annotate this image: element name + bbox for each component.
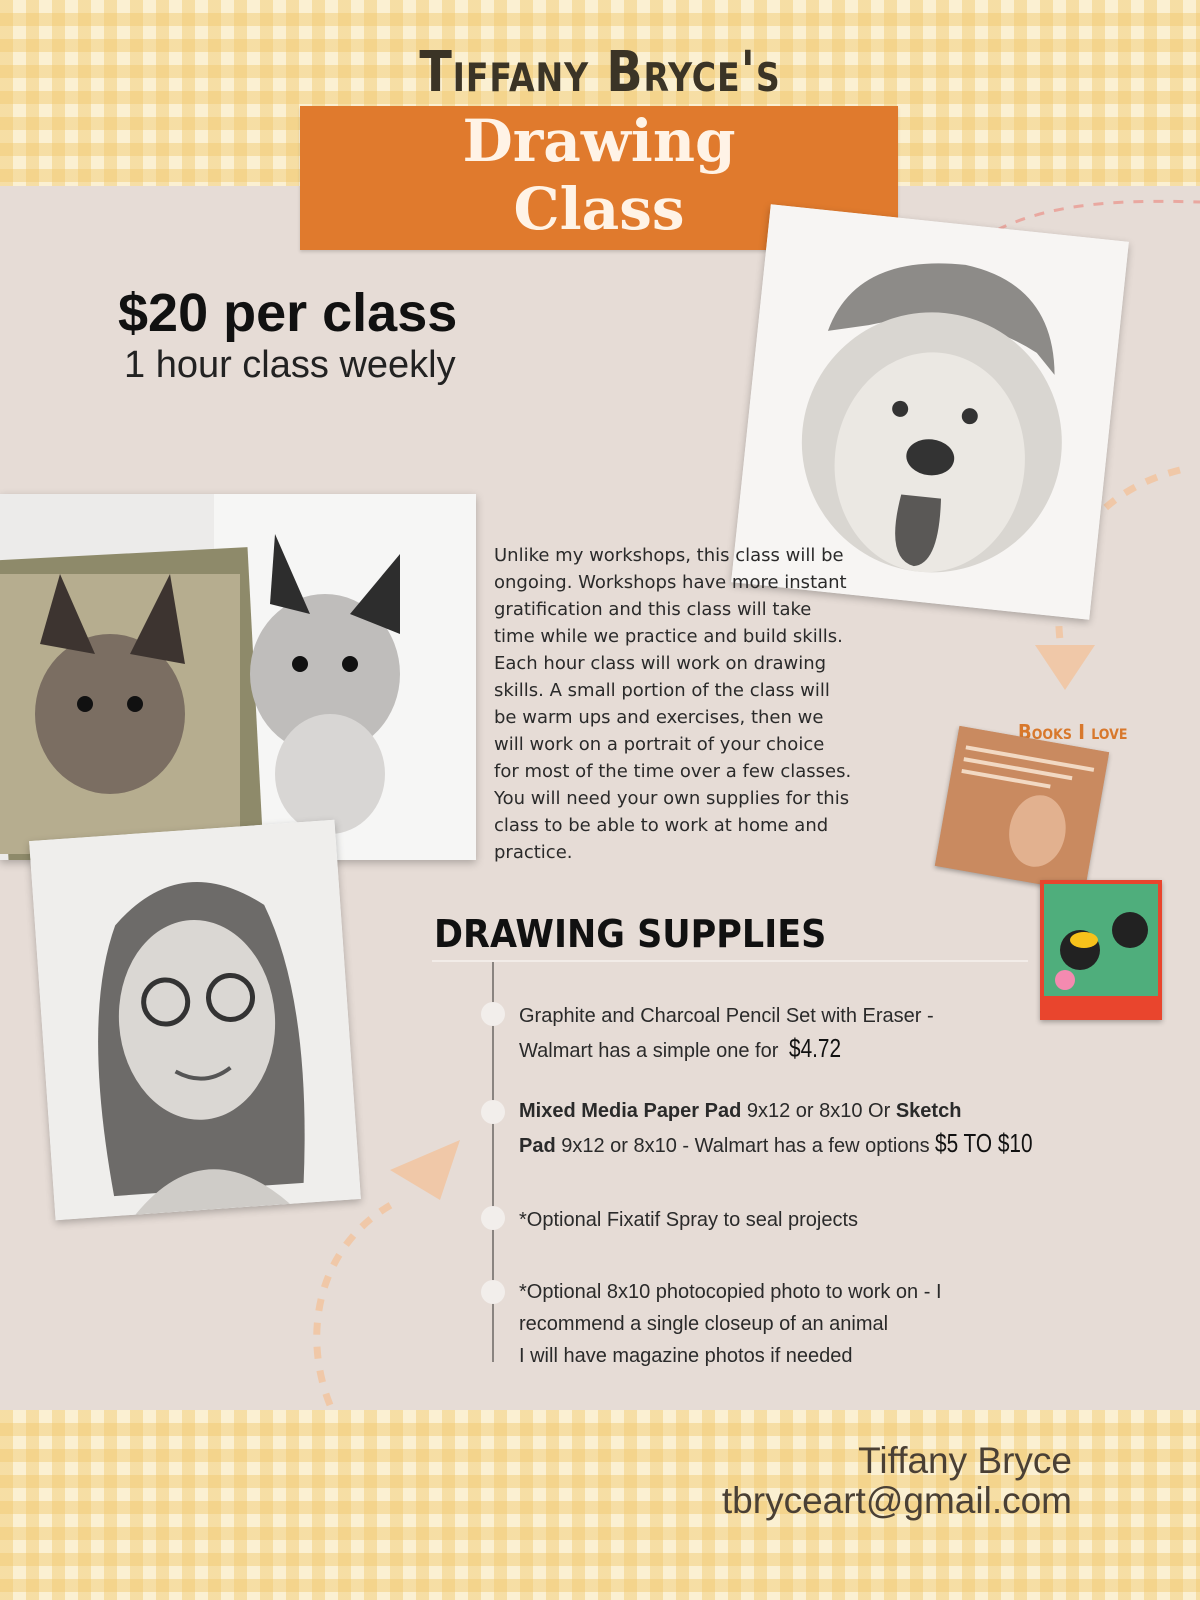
timeline-dot xyxy=(481,1280,505,1304)
supply-item-text: recommend a single closeup of an animal xyxy=(519,1313,889,1335)
supply-item-bold: Mixed Media Paper Pad xyxy=(519,1100,742,1122)
drawing-supplies-heading: DRAWING SUPPLIES xyxy=(434,912,827,956)
girl-portrait-sketch-icon xyxy=(29,820,361,1220)
title-class: Class xyxy=(513,175,685,243)
supply-item-fixatif xyxy=(519,1204,858,1236)
supplies-divider xyxy=(432,960,1028,962)
book-drawing-with-children xyxy=(1040,880,1162,1020)
supply-item-bold: Sketch xyxy=(895,1100,962,1122)
supply-item-bold: Pad xyxy=(519,1135,556,1157)
book-drawing-right-side-of-brain xyxy=(935,726,1109,892)
timeline-dot xyxy=(481,1002,505,1026)
supply-item-text: *Optional 8x10 photocopied photo to work on - I xyxy=(519,1281,942,1303)
french-bulldog-photos xyxy=(0,494,476,860)
timeline-dot xyxy=(481,1206,505,1230)
contact-name: Tiffany Bryce xyxy=(858,1440,1072,1481)
timeline-dot xyxy=(481,1100,505,1124)
supply-item-text: *Optional Fixatif Spray to seal projects xyxy=(519,1209,859,1231)
supply-price: $4.72 xyxy=(789,1033,842,1063)
supply-item-photo xyxy=(519,1276,942,1372)
supply-item-text: 9x12 or 8x10 - Walmart has a few options xyxy=(555,1135,936,1157)
class-schedule: 1 hour class weekly xyxy=(124,344,456,386)
book-cover-icon xyxy=(935,726,1109,892)
instructor-name-heading: Tiffany Bryce's xyxy=(419,40,781,105)
class-description: Unlike my workshops, this class will be ongoing. Workshops have more instant gratification and this class will take time while we practice and build skills. Each hour class will work on drawing skills. A small portion of the class will be warm ups and exercises, then we will work on a portrait of your choice for most of the time over a few classes. You will need your own supplies for this class to be able to work at home and practice. xyxy=(494,545,852,863)
supply-item-text: 9x12 or 8x10 Or xyxy=(741,1100,896,1122)
supply-item-text: Walmart has a simple one for xyxy=(519,1040,779,1062)
supply-item-text: Graphite and Charcoal Pencil Set with Eraser - xyxy=(519,1005,934,1027)
contact-email[interactable]: tbryceart@gmail.com xyxy=(721,1480,1072,1521)
supply-item-pencil-set xyxy=(519,1000,934,1067)
title-drawing: Drawing xyxy=(462,107,736,175)
girl-portrait-photo xyxy=(29,820,361,1220)
supply-price: $5 TO $10 xyxy=(935,1128,1033,1158)
french-bulldog-sketch-icon xyxy=(0,494,476,860)
books-i-love-label: Books I love xyxy=(1018,720,1128,744)
price-per-class: $20 per class xyxy=(118,283,458,343)
book-cover-icon xyxy=(1040,880,1162,1020)
supply-item-text: I will have magazine photos if needed xyxy=(519,1345,853,1367)
supply-item-paper-pad xyxy=(519,1095,1057,1162)
